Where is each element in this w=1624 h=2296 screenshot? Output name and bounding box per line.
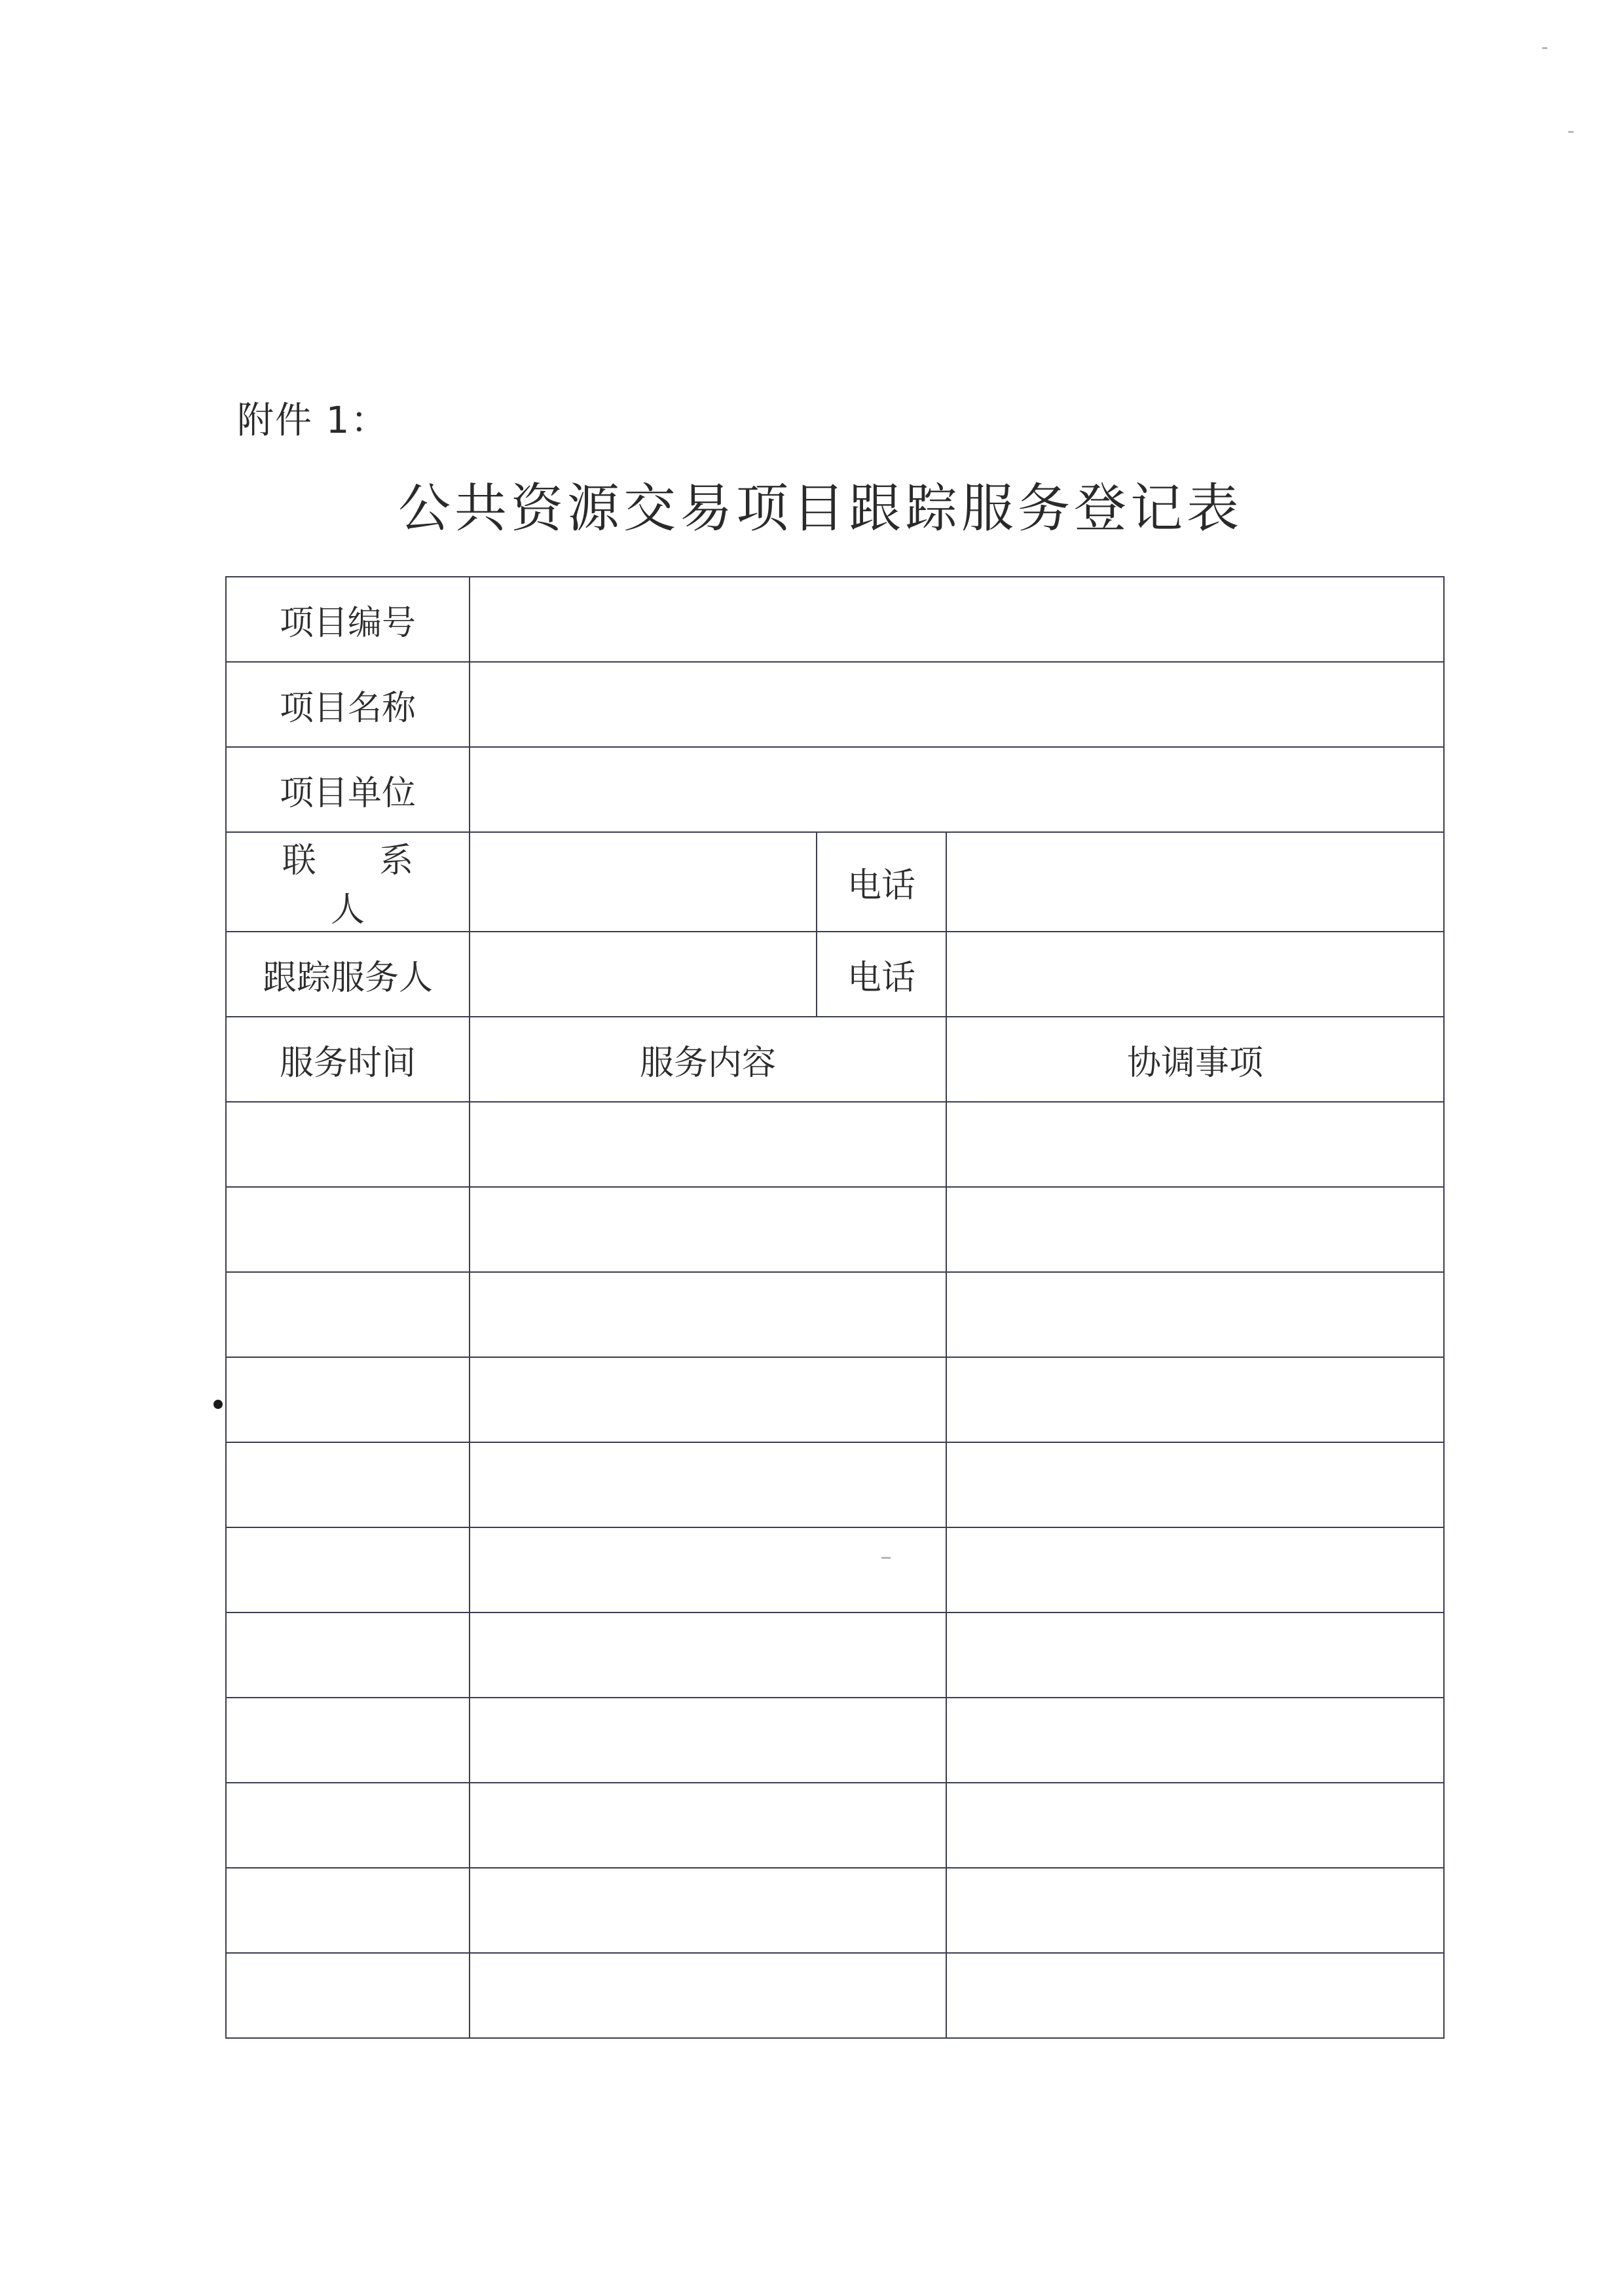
header-service-time: 服务时间 (226, 1017, 470, 1102)
label-phone-servicer: 电话 (817, 932, 946, 1017)
log-cell-service-content[interactable] (470, 1442, 946, 1527)
log-cell-service-time[interactable] (226, 1783, 470, 1868)
row-contact (226, 832, 1444, 932)
log-cell-service-content[interactable] (470, 1102, 946, 1187)
log-row (226, 1187, 1444, 1272)
scan-speck (1568, 131, 1574, 133)
log-cell-coordination-items[interactable] (946, 1442, 1444, 1527)
scan-speck (881, 1557, 891, 1559)
registration-form-table (225, 576, 1445, 2039)
row-project-number (226, 577, 1444, 662)
log-cell-coordination-items[interactable] (946, 1272, 1444, 1357)
log-row (226, 1783, 1444, 1868)
log-cell-coordination-items[interactable] (946, 1783, 1444, 1868)
field-phone-servicer[interactable] (946, 932, 1444, 1017)
field-project-number[interactable] (470, 577, 1444, 662)
log-cell-coordination-items[interactable] (946, 1953, 1444, 2038)
log-cell-service-time[interactable] (226, 1527, 470, 1613)
field-project-name[interactable] (470, 662, 1444, 747)
log-cell-service-content[interactable] (470, 1357, 946, 1442)
field-project-unit[interactable] (470, 747, 1444, 832)
log-cell-coordination-items[interactable] (946, 1698, 1444, 1783)
log-cell-service-time[interactable] (226, 1272, 470, 1357)
label-project-unit: 项目单位 (226, 747, 470, 832)
log-cell-coordination-items[interactable] (946, 1613, 1444, 1698)
row-project-name (226, 662, 1444, 747)
log-cell-service-time[interactable] (226, 1698, 470, 1783)
label-project-number: 项目编号 (226, 577, 470, 662)
log-row (226, 1613, 1444, 1698)
log-row (226, 1953, 1444, 2038)
field-phone-contact[interactable] (946, 832, 1444, 932)
log-cell-service-content[interactable] (470, 1783, 946, 1868)
log-cell-service-time[interactable] (226, 1357, 470, 1442)
log-row (226, 1357, 1444, 1442)
log-rows (226, 1102, 1444, 2038)
log-row (226, 1698, 1444, 1783)
log-cell-service-content[interactable] (470, 1698, 946, 1783)
row-project-unit (226, 747, 1444, 832)
field-tracking-servicer[interactable] (470, 932, 817, 1017)
log-header-row (226, 1017, 1444, 1102)
form-title: 公共资源交易项目跟踪服务登记表 (398, 478, 1243, 539)
log-cell-coordination-items[interactable] (946, 1868, 1444, 1953)
log-cell-coordination-items[interactable] (946, 1527, 1444, 1613)
log-row (226, 1527, 1444, 1613)
log-cell-coordination-items[interactable] (946, 1357, 1444, 1442)
log-row (226, 1442, 1444, 1527)
attachment-label: 附件 1： (237, 399, 389, 442)
log-row (226, 1272, 1444, 1357)
log-cell-service-content[interactable] (470, 1187, 946, 1272)
scan-speck (1542, 47, 1547, 49)
label-tracking-servicer: 跟踪服务人 (226, 932, 470, 1017)
log-cell-service-time[interactable] (226, 1953, 470, 2038)
log-cell-service-content[interactable] (470, 1953, 946, 2038)
log-cell-service-content[interactable] (470, 1272, 946, 1357)
log-row (226, 1868, 1444, 1953)
header-coordination-items: 协调事项 (946, 1017, 1444, 1102)
log-cell-service-content[interactable] (470, 1613, 946, 1698)
log-cell-service-time[interactable] (226, 1187, 470, 1272)
log-cell-service-time[interactable] (226, 1102, 470, 1187)
header-service-content: 服务内容 (470, 1017, 946, 1102)
scan-mark (213, 1400, 223, 1409)
log-cell-coordination-items[interactable] (946, 1102, 1444, 1187)
label-project-name: 项目名称 (226, 662, 470, 747)
log-cell-coordination-items[interactable] (946, 1187, 1444, 1272)
field-contact-person[interactable] (470, 832, 817, 932)
row-tracking-servicer (226, 932, 1444, 1017)
log-cell-service-content[interactable] (470, 1527, 946, 1613)
log-cell-service-time[interactable] (226, 1613, 470, 1698)
log-row (226, 1102, 1444, 1187)
log-cell-service-content[interactable] (470, 1868, 946, 1953)
log-cell-service-time[interactable] (226, 1868, 470, 1953)
label-contact-person: 联 系 人 (226, 832, 470, 932)
log-cell-service-time[interactable] (226, 1442, 470, 1527)
form-body (226, 577, 1444, 1102)
label-phone-contact: 电话 (817, 832, 946, 932)
